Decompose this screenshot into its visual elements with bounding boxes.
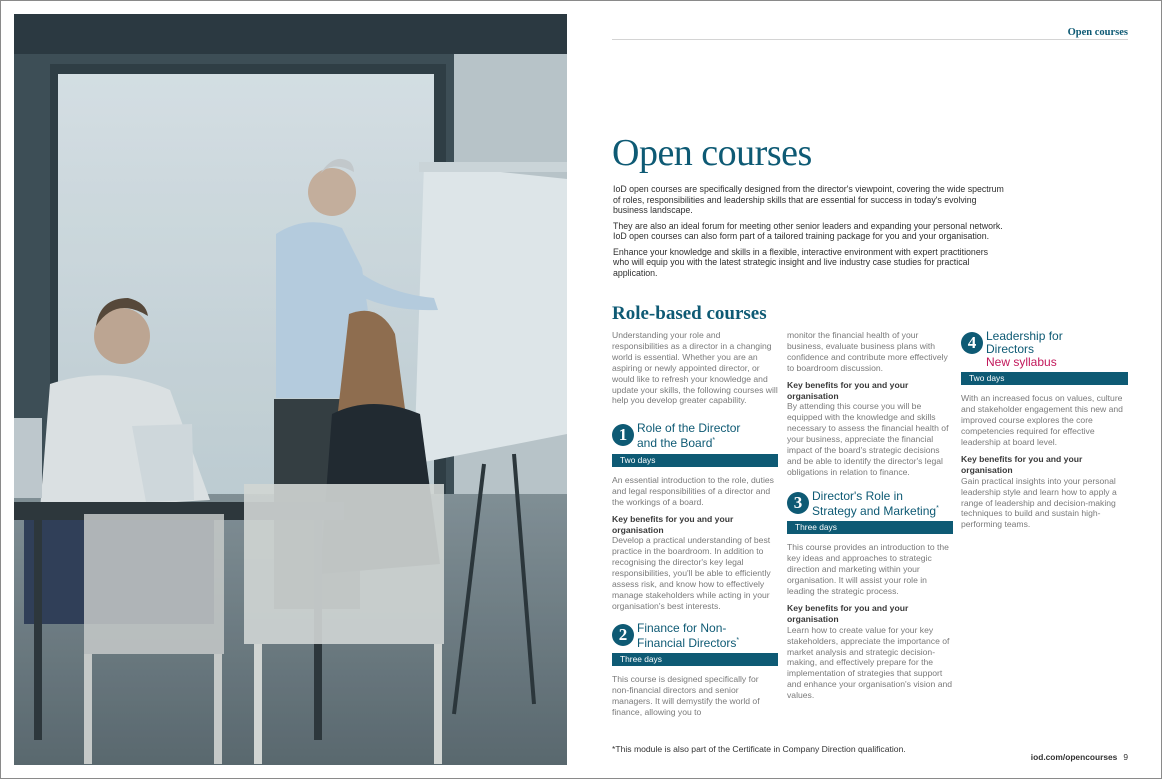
footer bbox=[1031, 752, 1128, 762]
course-duration-bar: Two days bbox=[612, 454, 778, 467]
course-title: Role of the Director and the Board* bbox=[637, 421, 741, 451]
role-based-heading: Role-based courses bbox=[612, 303, 767, 324]
course-description-continued: monitor the financial health of your business, evaluate business plans with confidence and contribute more effectively to boardroom discussion. bbox=[787, 330, 948, 373]
benefits-heading: Key benefits for you and your organisation bbox=[787, 379, 909, 401]
benefits-text: Develop a practical understanding of best practice in the boardroom. In addition to recognising the director's key legal responsibilities, you'll be able to efficiently assess risk, and know how to effectively manage stakeholders while acting in your organisation's best interests. bbox=[612, 535, 771, 611]
column-1 bbox=[612, 330, 778, 718]
benefits-heading: Key benefits for you and your organisation bbox=[612, 513, 734, 535]
page-number: 9 bbox=[1123, 752, 1128, 762]
course-1-heading bbox=[612, 422, 778, 450]
intro-text bbox=[613, 184, 1005, 283]
course-description: This course provides an introduction to the key ideas and approaches to strategic direction and marketing within your organisation. It will assist your role in leading the strategic process. bbox=[787, 542, 949, 596]
benefits-heading: Key benefits for you and your organisation bbox=[787, 602, 909, 624]
role-based-lead: Understanding your role and responsibilities as a director in a changing world is essential. Whether you are an aspiring or newly appointed director, or would like to refresh your knowledge and update your skills, the following courses will help you develop greater capability. bbox=[612, 330, 778, 406]
intro-paragraph: They are also an ideal forum for meeting other senior leaders and expanding your personal network. IoD open courses can also form part of a tailored training package for you and your organisation. bbox=[613, 220, 1003, 242]
intro-paragraph: Enhance your knowledge and skills in a flexible, interactive environment with expert practitioners who will equip you with the latest strategic insight and live industry case studies for practical application. bbox=[613, 246, 989, 278]
section-label: Open courses bbox=[1067, 27, 1128, 38]
benefits-heading: Key benefits for you and your organisation bbox=[961, 453, 1083, 475]
course-duration-bar: Two days bbox=[961, 372, 1128, 385]
course-2-heading bbox=[612, 622, 778, 650]
course-3-heading bbox=[787, 490, 953, 518]
benefits-text: Gain practical insights into your personal leadership style and learn how to apply a range of leadership and decision-making techniques to build and sustain high-performing teams. bbox=[961, 475, 1117, 530]
course-title: Leadership for Directors New syllabus bbox=[986, 329, 1063, 369]
intro-paragraph: IoD open courses are specifically designed from the director's viewpoint, covering the wide spectrum of roles, responsibilities and leadership skills that are essential for success in today's evolving business landscape. bbox=[613, 184, 1004, 216]
meeting-photo bbox=[14, 14, 567, 765]
footer-url-link[interactable]: iod.com/opencourses bbox=[1030, 752, 1118, 762]
new-syllabus-tag: New syllabus bbox=[986, 354, 1057, 369]
column-2 bbox=[787, 330, 953, 701]
course-number-badge: 3 bbox=[787, 492, 809, 514]
course-description: With an increased focus on values, culture and stakeholder engagement this new and improved course explores the core competencies required for effective leadership at board level. bbox=[961, 393, 1123, 448]
course-duration-bar: Three days bbox=[787, 521, 953, 534]
footnote: *This module is also part of the Certificate in Company Direction qualification. bbox=[612, 744, 906, 754]
page-title: Open courses bbox=[612, 132, 812, 174]
course-number-badge: 4 bbox=[961, 332, 983, 354]
column-3 bbox=[961, 320, 1128, 530]
course-duration-bar: Three days bbox=[612, 653, 778, 666]
course-title: Director's Role in Strategy and Marketing* bbox=[812, 488, 939, 518]
benefits-text: Learn how to create value for your key stakeholders, appreciate the importance of market analysis and strategic decision-making, and effectively prepare for the implementation of strategies that support and enhance your organisation's vision and values. bbox=[787, 624, 953, 701]
course-description: An essential introduction to the role, duties and legal responsibilities of a director and the workings of a board. bbox=[612, 474, 774, 507]
course-4-heading bbox=[961, 330, 1128, 368]
course-description: This course is designed specifically for non-financial directors and senior managers. It will demystify the world of finance, allowing you to bbox=[612, 674, 760, 718]
course-number-badge: 1 bbox=[612, 424, 634, 446]
course-number-badge: 2 bbox=[612, 624, 634, 646]
course-title: Finance for Non- Financial Directors* bbox=[637, 620, 740, 650]
benefits-text: By attending this course you will be equipped with the knowledge and skills necessary to assess the financial health of your business, appreciate the financial impact of the board's strategic decisions and be able to identify the director's legal obligations in relation to finance. bbox=[787, 401, 949, 477]
header-divider bbox=[612, 39, 1128, 40]
